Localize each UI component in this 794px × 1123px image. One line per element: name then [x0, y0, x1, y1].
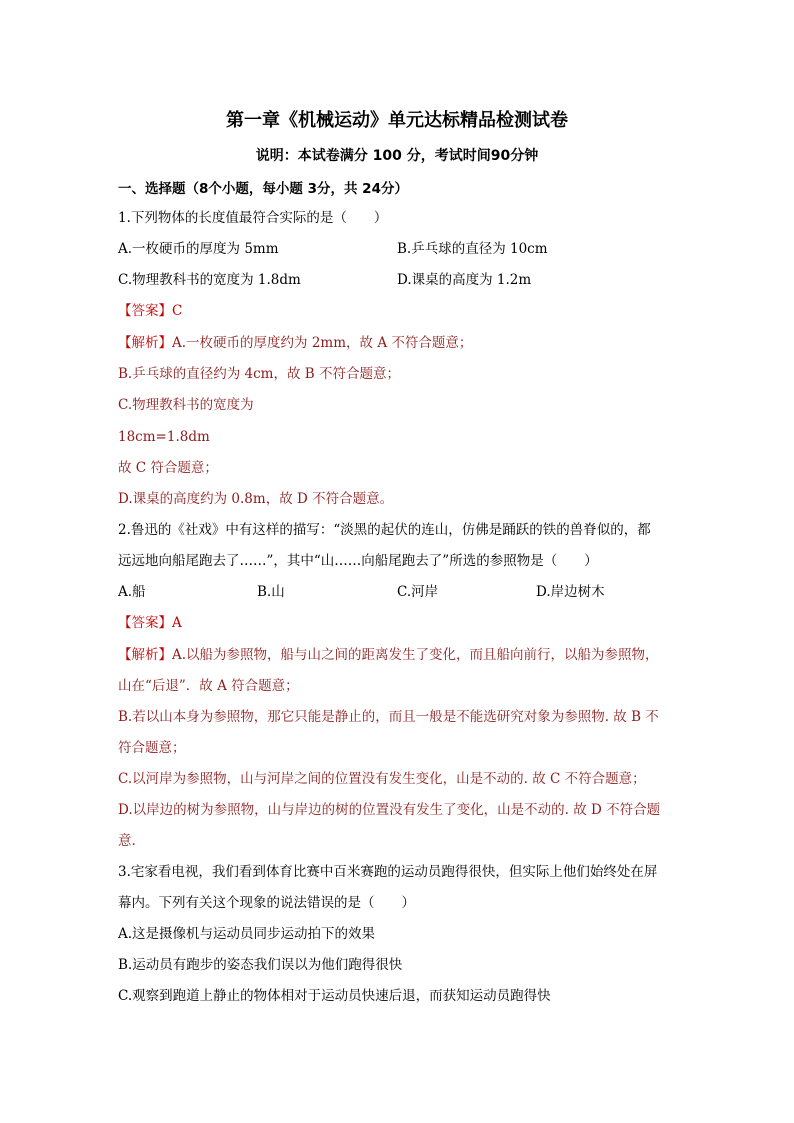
- question-2-analysis-line-7: 意.: [118, 833, 136, 849]
- analysis-text: A.一枚硬币的厚度约为 2mm，故 A 不符合题意；: [172, 335, 473, 351]
- question-1-option-d: D.课桌的高度为 1.2m: [397, 272, 532, 288]
- question-1-option-b: B.乒乓球的直径为 10cm: [397, 241, 548, 257]
- question-2-option-c: C.河岸: [397, 584, 439, 600]
- question-1-stem: 1.下列物体的长度值最符合实际的是（ ）: [118, 210, 388, 226]
- question-2-analysis-line-1: [118, 646, 659, 664]
- question-3-option-b: B.运动员有跑步的姿态我们误以为他们跑得很快: [118, 957, 403, 973]
- question-2-analysis-line-4: 符合题意；: [118, 740, 186, 756]
- question-2-analysis-line-6: D.以岸边的树为参照物，山与岸边的树的位置没有发生了变化，山是不动的. 故 D 不符合题: [118, 802, 661, 818]
- question-3-option-c: C.观察到跑道上静止的物体相对于运动员快速后退，而获知运动员跑得快: [118, 988, 551, 1004]
- question-1-option-c: C.物理教科书的宽度为 1.8dm: [118, 272, 301, 288]
- question-1-analysis-line-1: [118, 334, 472, 352]
- question-1-answer: 【答案】C: [118, 303, 183, 319]
- question-1-analysis-line-4: 18cm=1.8dm: [118, 429, 210, 445]
- question-2-option-b: B.山: [257, 584, 285, 600]
- analysis-label: 【解析】: [118, 647, 172, 663]
- question-1-analysis-line-5: 故 C 符合题意；: [118, 460, 218, 476]
- question-2-analysis-line-3: B.若以山本身为参照物，那它只能是静止的，而且一般是不能选研究对象为参照物. 故 B 不: [118, 709, 659, 725]
- question-2-analysis-line-5: C.以河岸为参照物，山与河岸之间的位置没有发生变化，山是不动的. 故 C 不符合题意；: [118, 771, 646, 787]
- question-2-option-a: A.船: [118, 584, 146, 600]
- question-1-analysis-line-6: D.课桌的高度约为 0.8m，故 D 不符合题意。: [118, 491, 394, 507]
- page-title: 第一章《机械运动》单元达标精品检测试卷: [226, 110, 568, 131]
- question-2-stem-line-1: 2.鲁迅的《社戏》中有这样的描写：“淡黑的起伏的连山，仿佛是踊跃的铁的兽脊似的，都: [118, 522, 651, 538]
- analysis-label: 【解析】: [118, 335, 172, 351]
- question-1-analysis-line-2: B.乒乓球的直径约为 4cm，故 B 不符合题意；: [118, 366, 400, 382]
- exam-note: 说明：本试卷满分 100 分，考试时间90分钟: [255, 148, 539, 164]
- question-1-option-a: A.一枚硬币的厚度为 5mm: [118, 241, 279, 257]
- question-2-option-d: D.岸边树木: [536, 584, 605, 600]
- question-2-answer: 【答案】A: [118, 615, 182, 631]
- analysis-text: A.以船为参照物，船与山之间的距离发生了变化，而且船向前行，以船为参照物，: [172, 647, 659, 663]
- question-3-option-a: A.这是摄像机与运动员同步运动拍下的效果: [118, 926, 376, 942]
- section-heading: 一、选择题（8个小题，每小题 3分，共 24分）: [118, 181, 408, 197]
- question-1-analysis-line-3: C.物理教科书的宽度为: [118, 397, 254, 413]
- question-3-stem-line-2: 幕内。下列有关这个现象的说法错误的是（ ）: [118, 895, 415, 911]
- question-2-stem-line-2: 远远地向船尾跑去了……”，其中“山……向船尾跑去了”所选的参照物是（ ）: [118, 553, 598, 569]
- question-3-stem-line-1: 3.宅家看电视，我们看到体育比赛中百米赛跑的运动员跑得很快，但实际上他们始终处在屏: [118, 864, 658, 880]
- question-2-analysis-line-2: 山在“后退”．故 A 符合题意；: [118, 678, 299, 694]
